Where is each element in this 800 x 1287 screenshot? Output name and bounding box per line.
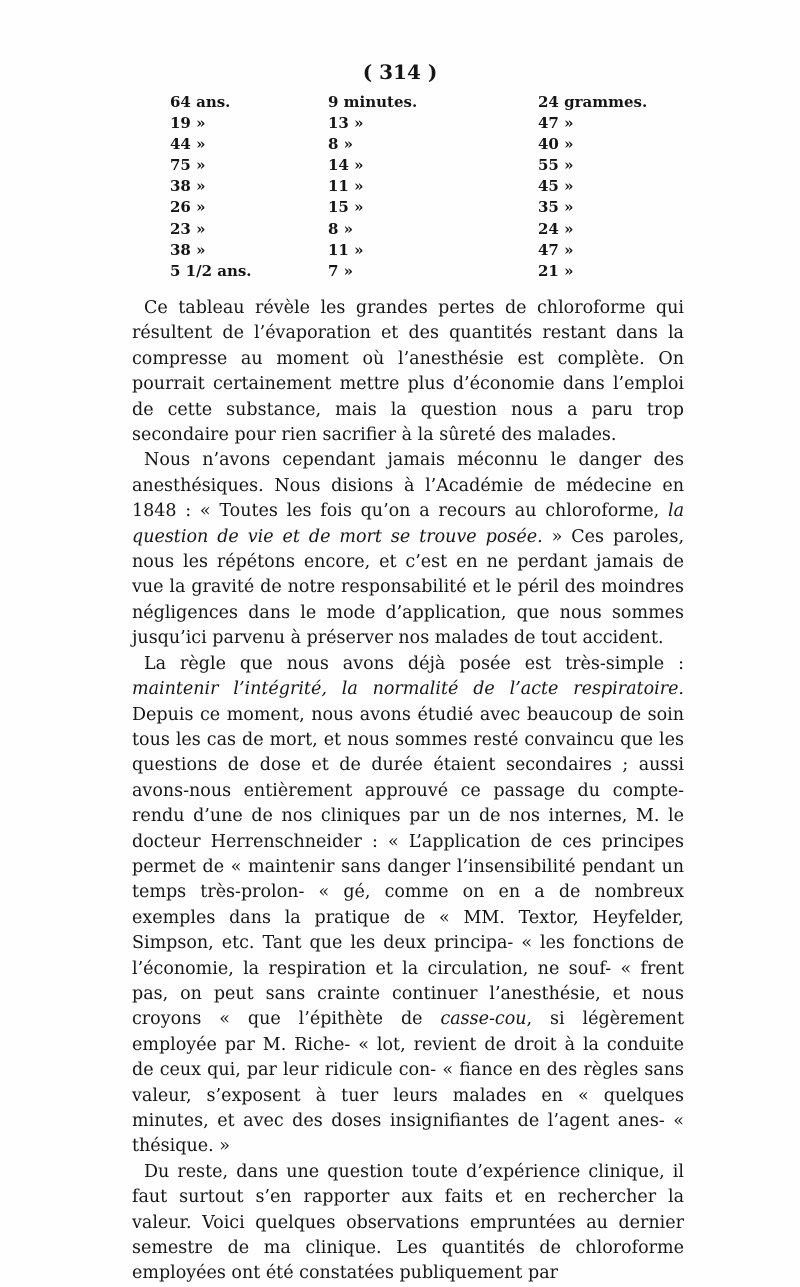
table-row <box>0 240 800 261</box>
table-row <box>0 197 800 218</box>
paragraph <box>132 652 684 1160</box>
paragraph-text: La règle que nous avons déjà posée est très-simple : <box>144 653 684 674</box>
paragraph <box>132 448 684 651</box>
table-row <box>0 261 800 282</box>
paragraph-text: Ce tableau révèle les grandes pertes de chloroforme qui résultent de l’évaporation et des quantités restant dans la compresse au moment où l’anesthésie est complète. On pourrait certainement mettre plus d’économie dans l’emploi de cette substance, mais la question nous a paru trop secondaire pour rien sacrifier à la sûreté des malades. <box>132 298 684 446</box>
dose-cell: 35 » <box>538 198 574 217</box>
duration-cell: 8 » <box>328 219 354 238</box>
paragraph-text: Nous n’avons cependant jamais méconnu le danger des anesthésiques. Nous disions à l’Académie de médecine en 1848 : « Toutes les fois qu’on a recours au chloroforme, <box>132 450 684 522</box>
duration-cell: 14 » <box>328 156 364 175</box>
paragraph-text: Du reste, dans une question toute d’expérience clinique, il faut surtout s’en rapporter aux faits et en rechercher la valeur. Voici quelques observations empruntées au dernier semestre de ma clinique. Les quantités de chloroforme employées ont été constatées publiquement par <box>132 1161 684 1284</box>
table-row <box>0 155 800 176</box>
dose-cell: 45 » <box>538 177 574 196</box>
paragraph-text: » Ces paroles, nous les répétons encore, et c’est en ne perdant jamais de vue la gravité de notre responsabilité et le péril des moindres négligences dans le mode d’application, que nous sommes jusqu’ici parvenu à préserver nos malades de tout accident. <box>132 526 685 649</box>
dose-cell: 55 » <box>538 156 574 175</box>
age-cell: 19 » <box>170 114 206 133</box>
age-cell: 26 » <box>170 198 206 217</box>
age-cell: 38 » <box>170 240 206 259</box>
age-cell: 75 » <box>170 156 206 175</box>
data-table <box>0 92 800 282</box>
dose-cell: 24 grammes. <box>538 93 648 111</box>
duration-cell: 15 » <box>328 198 364 217</box>
age-cell: 23 » <box>170 219 206 238</box>
age-cell: 44 » <box>170 135 206 154</box>
duration-cell: 11 » <box>328 177 364 196</box>
paragraph <box>132 296 684 448</box>
paragraph <box>132 1160 684 1287</box>
dose-cell: 40 » <box>538 135 574 154</box>
italic-term: casse-cou <box>440 1009 527 1030</box>
duration-cell: 7 » <box>328 261 354 280</box>
table-row <box>0 219 800 240</box>
italic-quote: la question de vie et de mort se trouve posée. <box>132 501 684 547</box>
paragraph-text: , si légèrement employée par M. Riche- « lot, revient de droit à la conduite de ceux qui, par leur ridicule con- « fiance en des règles sans valeur, s’exposent à tuer leurs malades en « quelques minutes, et avec des doses insignifiantes de l’agent anes- « thésique. » <box>132 1009 684 1157</box>
body-text <box>132 296 684 1287</box>
age-cell: 5 1/2 ans. <box>170 261 252 280</box>
dose-cell: 24 » <box>538 219 574 238</box>
page-number: ( 314 ) <box>362 60 438 84</box>
dose-cell: 47 » <box>538 114 574 133</box>
table-row <box>0 113 800 134</box>
dose-cell: 21 » <box>538 261 574 280</box>
duration-cell: 9 minutes. <box>328 93 418 111</box>
age-cell: 64 ans. <box>170 93 231 111</box>
paragraph-text: Depuis ce moment, nous avons étudié avec beaucoup de soin tous les cas de mort, et nous sommes resté convaincu que les questions de dose et de durée étaient secondaires ; aussi avons-nous entièrement approuvé ce passage du compte-rendu d’une de nos cliniques par un de nos internes, M. le docteur Herrenschneider : « L’application de ces principes permet de « maintenir sans danger l’insensibilité pendant un temps très-prolon- « gé, comme on en a de nombreux exemples dans la pratique de « MM. Textor, Heyfelder, Simpson, etc. Tant que les deux principa- « les fonctions de l’économie, la respiration et la circulation, ne souf- « frent pas, on peut sans crainte continuer l’anesthésie, et nous croyons « que l’épithète de <box>132 704 684 1030</box>
duration-cell: 11 » <box>328 240 364 259</box>
duration-cell: 13 » <box>328 114 364 133</box>
dose-cell: 47 » <box>538 240 574 259</box>
age-cell: 38 » <box>170 177 206 196</box>
table-row <box>0 92 800 113</box>
italic-rule: maintenir l’intégrité, la normalité de l’acte respiratoire. <box>132 679 684 700</box>
table-row <box>0 176 800 197</box>
table-row <box>0 134 800 155</box>
duration-cell: 8 » <box>328 135 354 154</box>
